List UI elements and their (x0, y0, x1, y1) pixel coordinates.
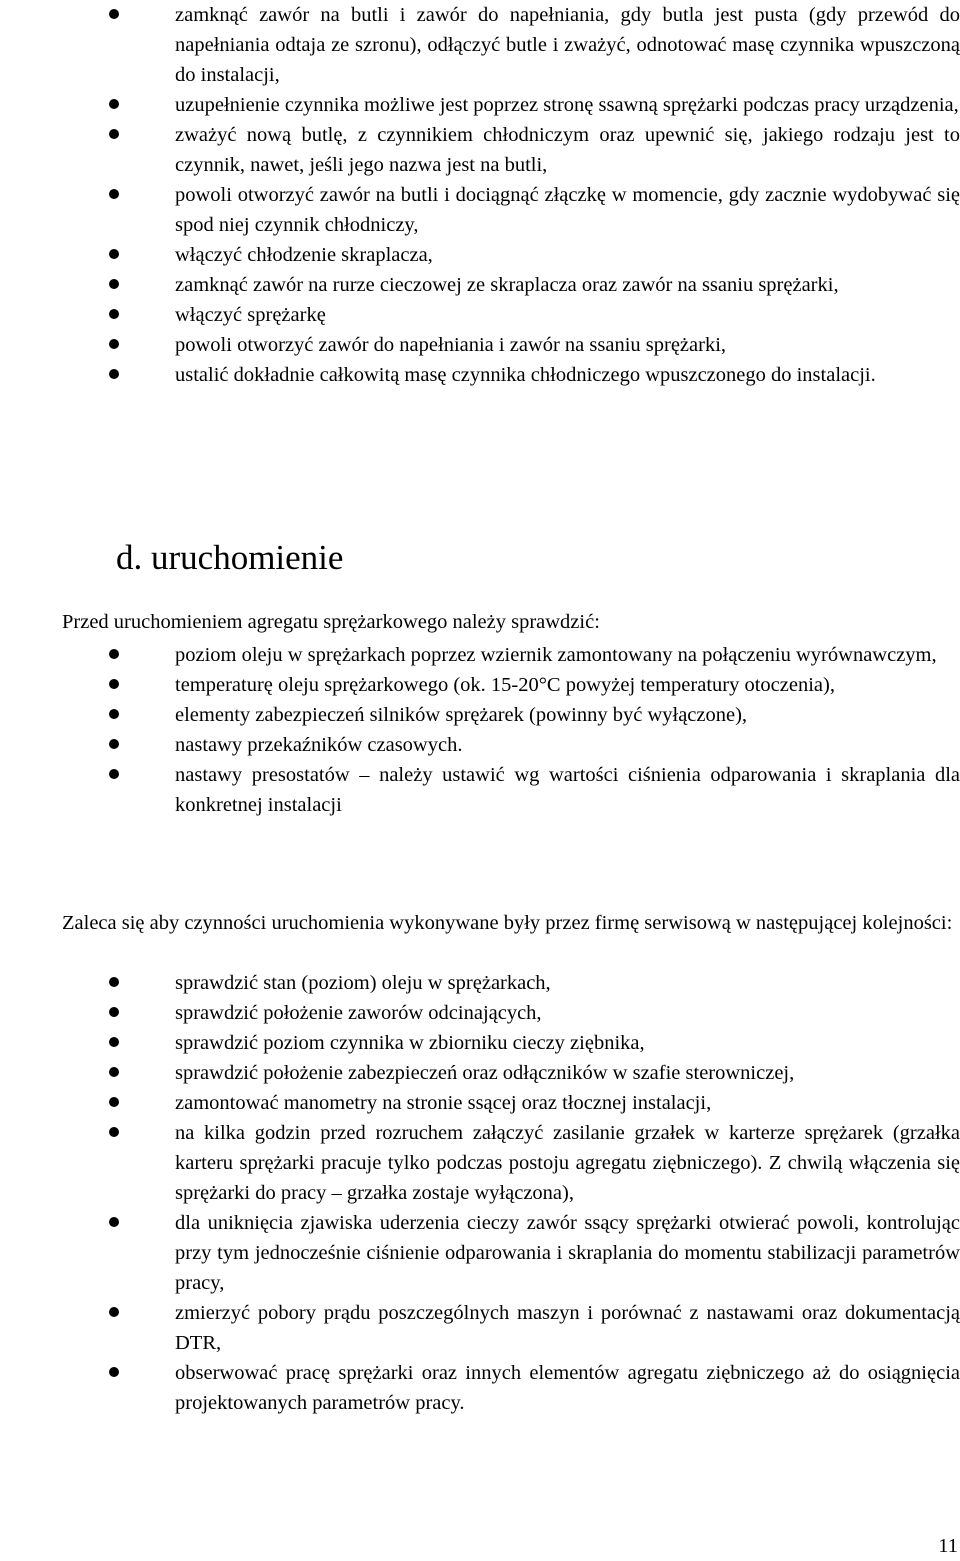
list-item (0, 240, 960, 270)
bullet-icon (109, 99, 119, 109)
list-item-text: zamknąć zawór na rurze cieczowej ze skraplacza oraz zawór na ssaniu sprężarki, (175, 274, 839, 296)
bullet-icon (109, 189, 119, 199)
startup-sequence-intro: Zaleca się aby czynności uruchomienia wykonywane były przez firmę serwisową w następującej kolejności: (62, 912, 953, 934)
list-item-text: temperaturę oleju sprężarkowego (ok. 15-20°C powyżej temperatury otoczenia), (175, 674, 835, 696)
list-item (0, 998, 960, 1028)
list-item (0, 1028, 960, 1058)
bullet-icon (109, 1037, 119, 1047)
bullet-icon (109, 9, 119, 19)
list-item (0, 360, 960, 390)
list-item (0, 0, 960, 90)
list-item (0, 1088, 960, 1118)
list-item-text: powoli otworzyć zawór na butli i dociągnąć złączkę w momencie, gdy zacznie wydobywać się spod niej czynnik chłodniczy, (175, 184, 960, 236)
list-item (0, 640, 960, 670)
startup-check-intro: Przed uruchomieniem agregatu sprężarkowego należy sprawdzić: (62, 611, 600, 633)
list-item-text: zamontować manometry na stronie ssącej oraz tłocznej instalacji, (175, 1092, 712, 1114)
bullet-icon (109, 339, 119, 349)
list-item (0, 330, 960, 360)
list-item (0, 120, 960, 180)
list-item-text: obserwować pracę sprężarki oraz innych elementów agregatu ziębniczego aż do osiągnięcia projektowanych parametrów pracy. (175, 1362, 960, 1414)
bullet-icon (109, 369, 119, 379)
list-item (0, 730, 960, 760)
refrigerant-filling-steps-list (0, 0, 960, 390)
page-number: 11 (938, 1535, 958, 1557)
list-item (0, 700, 960, 730)
list-item (0, 1298, 960, 1358)
bullet-icon (109, 309, 119, 319)
list-item (0, 1118, 960, 1208)
list-item (0, 1358, 960, 1418)
list-item-text: włączyć sprężarkę (175, 304, 326, 326)
list-item-text: zważyć nową butlę, z czynnikiem chłodniczym oraz upewnić się, jakiego rodzaju jest to czynnik, nawet, jeśli jego nazwa jest na butli, (175, 124, 960, 176)
list-item (0, 300, 960, 330)
bullet-icon (109, 1307, 119, 1317)
bullet-icon (109, 977, 119, 987)
startup-sequence-list (0, 968, 960, 1418)
list-item (0, 760, 960, 820)
bullet-icon (109, 1367, 119, 1377)
list-item-text: poziom oleju w sprężarkach poprzez wziernik zamontowany na połączeniu wyrównawczym, (175, 644, 937, 666)
list-item-text: powoli otworzyć zawór do napełniania i zawór na ssaniu sprężarki, (175, 334, 727, 356)
list-item (0, 90, 960, 120)
list-item (0, 1208, 960, 1298)
list-item-text: na kilka godzin przed rozruchem załączyć zasilanie grzałek w karterze sprężarek (grzałka karteru sprężarki pracuje tylko podczas postoju agregatu ziębniczego). Z chwilą włączenia się sprężarki do pracy – grzałka zostaje wyłączona), (175, 1122, 960, 1204)
list-item-text: włączyć chłodzenie skraplacza, (175, 244, 433, 266)
list-item-text: sprawdzić poziom czynnika w zbiorniku cieczy ziębnika, (175, 1032, 645, 1054)
list-item-text: sprawdzić położenie zaworów odcinających, (175, 1002, 542, 1024)
bullet-icon (109, 249, 119, 259)
list-item-text: sprawdzić stan (poziom) oleju w sprężarkach, (175, 972, 551, 994)
list-item-text: uzupełnienie czynnika możliwe jest poprzez stronę ssawną sprężarki podczas pracy urządzenia, (175, 94, 959, 116)
bullet-icon (109, 679, 119, 689)
bullet-icon (109, 129, 119, 139)
list-item-text: nastawy przekaźników czasowych. (175, 734, 463, 756)
bullet-icon (109, 739, 119, 749)
bullet-icon (109, 1007, 119, 1017)
list-item-text: zmierzyć pobory prądu poszczególnych maszyn i porównać z nastawami oraz dokumentacją DTR, (175, 1302, 960, 1354)
bullet-icon (109, 769, 119, 779)
list-item-text: ustalić dokładnie całkowitą masę czynnika chłodniczego wpuszczonego do instalacji. (175, 364, 876, 386)
list-item-text: elementy zabezpieczeń silników sprężarek (powinny być wyłączone), (175, 704, 748, 726)
list-item (0, 270, 960, 300)
bullet-icon (109, 1217, 119, 1227)
bullet-icon (109, 1097, 119, 1107)
list-item-text: nastawy presostatów – należy ustawić wg wartości ciśnienia odparowania i skraplania dla konkretnej instalacji (175, 764, 960, 816)
list-item-text: sprawdzić położenie zabezpieczeń oraz odłączników w szafie sterowniczej, (175, 1062, 795, 1084)
startup-checks-list (0, 640, 960, 820)
list-item (0, 180, 960, 240)
bullet-icon (109, 1067, 119, 1077)
list-item-text: dla uniknięcia zjawiska uderzenia cieczy zawór ssący sprężarki otwierać powoli, kontrolując przy tym jednocześnie ciśnienie odparowania i skraplania do momentu stabilizacji parametrów pracy, (175, 1212, 960, 1294)
list-item (0, 1058, 960, 1088)
bullet-icon (109, 279, 119, 289)
list-item (0, 670, 960, 700)
list-item (0, 968, 960, 998)
section-heading: d. uruchomienie (116, 538, 344, 577)
list-item-text: zamknąć zawór na butli i zawór do napełniania, gdy butla jest pusta (gdy przewód do napełniania odtaja ze szronu), odłączyć butle i zważyć, odnotować masę czynnika wpuszczoną do instalacji, (175, 4, 960, 86)
bullet-icon (109, 649, 119, 659)
bullet-icon (109, 1127, 119, 1137)
bullet-icon (109, 709, 119, 719)
